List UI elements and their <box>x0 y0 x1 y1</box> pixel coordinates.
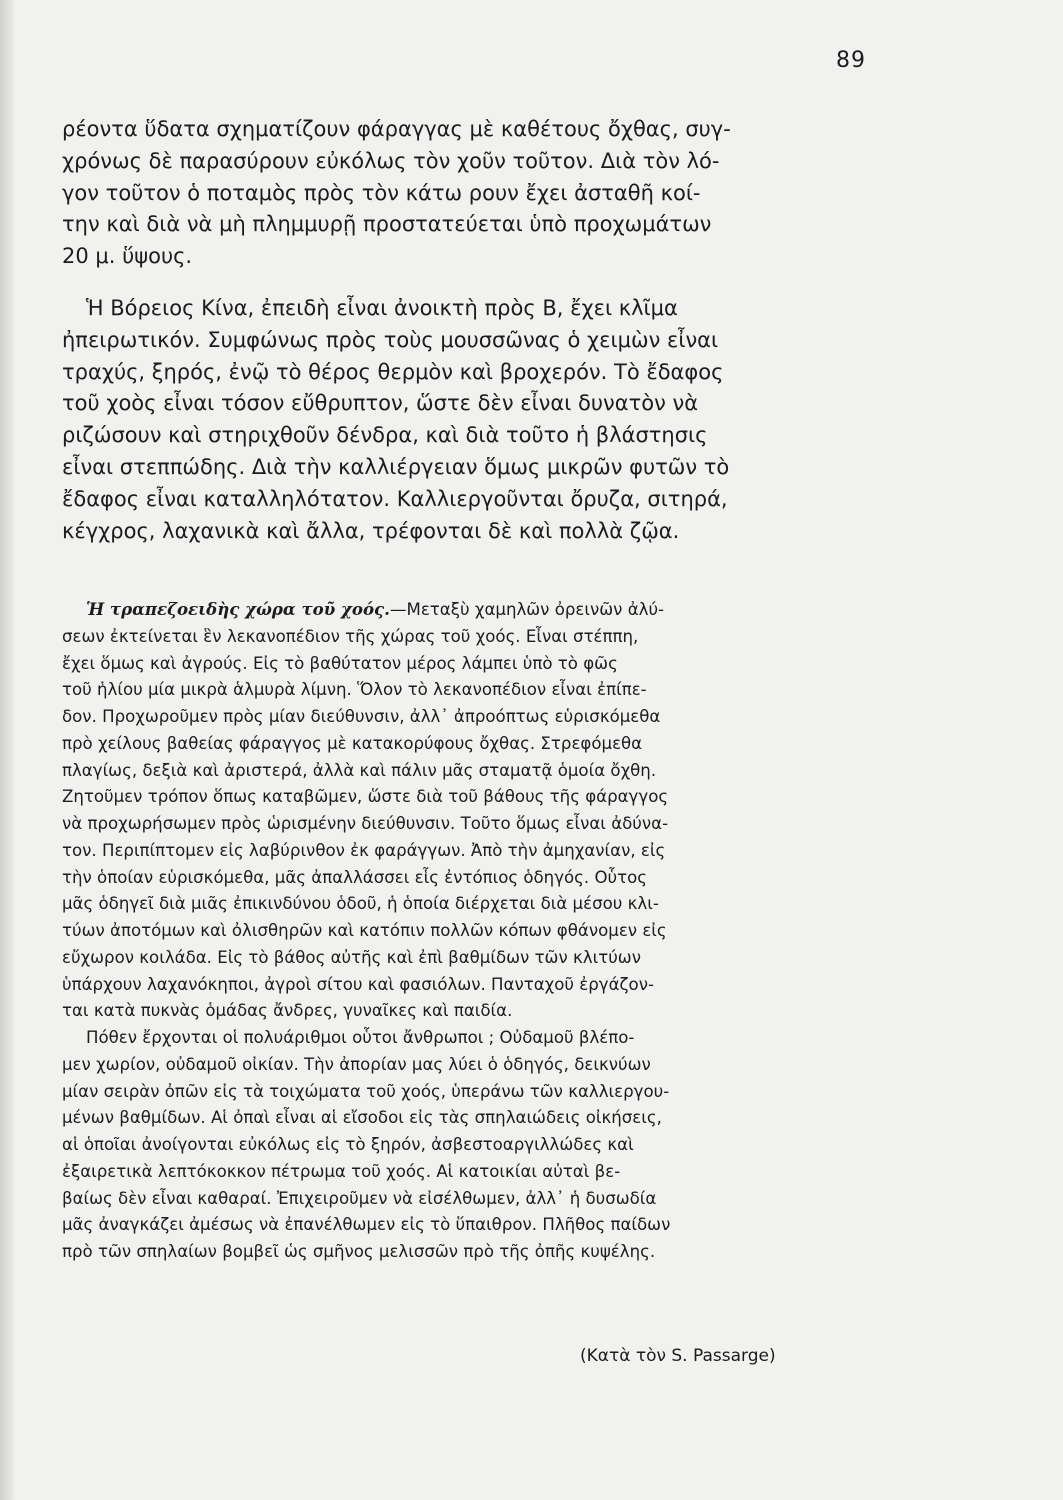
text-line: πρὸ χείλους βαθείας φάραγγος μὲ κατακορύφους ὄχθας. Στρεφόμεθα <box>62 733 643 753</box>
text-line: Πόθεν ἔρχονται οἱ πολυάριθμοι οὗτοι ἄνθρωποι ; Οὐδαμοῦ βλέπο- <box>86 1028 635 1047</box>
text-line: Ἡ Βόρειος Κίνα, ἐπειδὴ εἶναι ἀνοικτὴ πρὸς Β, ἔχει κλῖμα <box>86 296 678 320</box>
text-line: τοῦ ἡλίου μία μικρὰ ἁλμυρὰ λίμνη. Ὅλον τὸ λεκανοπέδιον εἶναι ἐπίπε- <box>62 680 647 700</box>
text-fragment: —Μεταξὺ χαμηλῶν ὀρεινῶν ἀλύ- <box>389 600 665 619</box>
text-line: αἱ ὁποῖαι ἀνοίγονται εὐκόλως εἰς τὸ ξηρόν, ἀσβεστοαργιλλώδες καὶ <box>62 1135 634 1154</box>
section-first-line <box>62 596 908 624</box>
text-line: ἔδαφος εἶναι καταλληλότατον. Καλλιεργοῦνται ὄρυζα, σιτηρά, <box>62 486 728 511</box>
text-line: πλαγίως, δεξιὰ καὶ ἀριστερά, ἀλλὰ καὶ πάλιν μᾶς σταματᾷ ὁμοία ὄχθη. <box>62 760 657 780</box>
text-line: ἐξαιρετικὰ λεπτόκοκκον πέτρωμα τοῦ χοός. Αἱ κατοικίαι αὐταὶ βε- <box>62 1161 621 1181</box>
text-line: τραχύς, ξηρός, ἐνῷ τὸ θέρος θερμὸν καὶ βροχερόν. Τὸ ἔδαφος <box>62 359 724 384</box>
paragraph-2 <box>62 293 902 547</box>
text-line: μεν χωρίον, οὐδαμοῦ οἰκίαν. Τὴν ἀπορίαν μας λύει ὁ ὁδηγός, δεικνύων <box>62 1054 651 1074</box>
text-line: τον. Περιπίπτομεν εἰς λαβύρινθον ἐκ φαράγγων. Ἀπὸ τὴν ἀμηχανίαν, εἰς <box>62 840 666 860</box>
text-line: ρέοντα ὕδατα σχηματίζουν φάραγγας μὲ καθέτους ὄχθας, συγ- <box>62 117 731 141</box>
text-line: ἔχει ὅμως καὶ ἀγρούς. Εἰς τὸ βαθύτατον μέρος λάμπει ὑπὸ τὸ φῶς <box>62 653 618 673</box>
text-line: ἠπειρωτικόν. Συμφώνως πρὸς τοὺς μουσσῶνας ὁ χειμὼν εἶναι <box>62 327 719 352</box>
text-line: πρὸ τῶν σπηλαίων βομβεῖ ὡς σμῆνος μελισσῶν πρὸ τῆς ὀπῆς κυψέλης. <box>62 1242 656 1261</box>
text-line: τὴν ὁποίαν εὑρισκόμεθα, μᾶς ἀπαλλάσσει εἷς ἐντόπιος ὁδηγός. Οὗτος <box>62 867 648 887</box>
page-number: 89 <box>836 48 866 73</box>
section-trapezoid-land <box>62 596 908 1266</box>
paragraph-1 <box>62 114 902 273</box>
source-citation: (Κατὰ τὸν S. Passarge) <box>580 1346 776 1366</box>
section-title: Ἡ τραπεζοειδὴς χώρα τοῦ χοός. <box>86 599 390 619</box>
text-line: μᾶς ὁδηγεῖ διὰ μιᾶς ἐπικινδύνου ὁδοῦ, ἡ ὁποία διέρχεται διὰ μέσου κλι- <box>62 894 659 914</box>
text-line: ὑπάρχουν λαχανόκηποι, ἀγροὶ σίτου καὶ φασιόλων. Πανταχοῦ ἐργάζον- <box>62 974 654 994</box>
text-line: κέγχρος, λαχανικὰ καὶ ἄλλα, τρέφονται δὲ καὶ πολλὰ ζῷα. <box>62 518 680 543</box>
text-line: μίαν σειρὰν ὀπῶν εἰς τὰ τοιχώματα τοῦ χοός, ὑπεράνω τῶν καλλιεργου- <box>62 1081 670 1101</box>
text-line: μᾶς ἀναγκάζει ἀμέσως νὰ ἐπανέλθωμεν εἰς τὸ ὕπαιθρον. Πλῆθος παίδων <box>62 1215 671 1235</box>
text-line: εἶναι στεππώδης. Διὰ τὴν καλλιέργειαν ὅμως μικρῶν φυτῶν τὸ <box>62 454 730 479</box>
text-line: νὰ προχωρήσωμεν πρὸς ὡρισμένην διεύθυνσιν. Τοῦτο ὅμως εἶναι ἀδύνα- <box>62 814 669 833</box>
text-line: τύων ἀποτόμων καὶ ὀλισθηρῶν καὶ κατόπιν πολλῶν κόπων φθάνομεν εἰς <box>62 921 667 940</box>
text-line: γον τοῦτον ὁ ποταμὸς πρὸς τὸν κάτω ρουν ἔχει ἀσταθῆ κοί- <box>62 180 701 205</box>
text-line: ται κατὰ πυκνὰς ὁμάδας ἄνδρες, γυναῖκες καὶ παιδία. <box>62 1001 513 1021</box>
text-line: ριζώσουν καὶ στηριχθοῦν δένδρα, καὶ διὰ τοῦτο ἡ βλάστησις <box>62 423 708 448</box>
text-line: την καὶ διὰ νὰ μὴ πλημμυρῇ προστατεύεται ὑπὸ προχωμάτων <box>62 212 712 237</box>
text-line: χρόνως δὲ παρασύρουν εὐκόλως τὸν χοῦν τοῦτον. Διὰ τὸν λό- <box>62 148 720 173</box>
text-line: τοῦ χοὸς εἶναι τόσον εὔθρυπτον, ὥστε δὲν εἶναι δυνατὸν νὰ <box>62 391 699 416</box>
text-line: Ζητοῦμεν τρόπον ὅπως καταβῶμεν, ὥστε διὰ τοῦ βάθους τῆς φάραγγος <box>62 787 669 807</box>
text-line: σεων ἐκτείνεται ἓν λεκανοπέδιον τῆς χώρας τοῦ χοός. Εἶναι στέππη, <box>62 626 639 646</box>
text-line: βαίως δὲν εἶναι καθαραί. Ἐπιχειροῦμεν νὰ εἰσέλθωμεν, ἀλλ᾿ ἡ δυσωδία <box>62 1188 657 1208</box>
text-line: εὔχωρον κοιλάδα. Εἰς τὸ βάθος αὐτῆς καὶ ἐπὶ βαθμίδων τῶν κλιτύων <box>62 947 641 967</box>
text-line: 20 μ. ὕψους. <box>62 244 193 269</box>
page-binding-edge <box>0 0 14 1500</box>
text-line: μένων βαθμίδων. Αἱ ὀπαὶ εἶναι αἱ εἴσοδοι εἰς τὰς σπηλαιώδεις οἰκήσεις, <box>62 1108 662 1128</box>
text-line: δον. Προχωροῦμεν πρὸς μίαν διεύθυνσιν, ἀλλ᾿ ἀπροόπτως εὑρισκόμεθα <box>62 707 661 726</box>
